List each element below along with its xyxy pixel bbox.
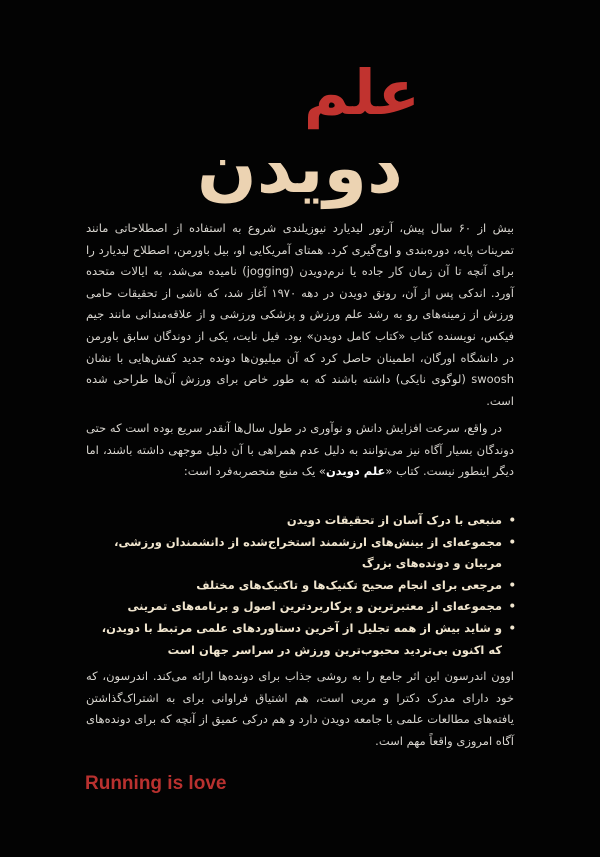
tagline: Running is love xyxy=(85,773,227,794)
list-item: • و شاید بیش از همه تجلیل از آخرین دستاوردهای علمی مرتبط با دویدن، که اکنون بی‌تردید محبوب‌ترین ورزش در سراسر جهان است xyxy=(86,618,518,661)
second-paragraph-text-end: » یک منبع منحصربه‌فرد است: xyxy=(183,464,326,479)
title-word-science: علم xyxy=(303,56,420,129)
second-paragraph-text-start: در واقع، سرعت افزایش دانش و نوآوری در طول سال‌ها آنقدر سریع بوده است که حتی دوندگان بسیار آگاه نیز می‌توانند به دلیل عدم همراهی با آن دلیل موجهی داشته باشند، اما دیگر اینطور نیست. کتاب « xyxy=(86,421,514,479)
list-item: • مرجعی برای انجام صحیح تکنیک‌ها و تاکتیک‌های مختلف xyxy=(86,575,518,597)
list-item: • مجموعه‌ای از معتبرترین و پرکاربردترین اصول و برنامه‌های تمرینی xyxy=(86,596,518,618)
intro-paragraph: بیش از ۶۰ سال پیش، آرتور لیدیارد نیوزیلندی شروع به استفاده از اصطلاحاتی مانند تمرینات پایه، دوره‌بندی و اوج‌گیری کرد. همتای آمریکایی او، بیل باورمن، اصطلاح لیدیارد را برای آنچه تا آن زمان کار جاده یا نرم‌دویدن (jogging) نامیده می‌شد، به ایالات متحده آورد. اندکی پس از آن، رونق دویدن در دهه ۱۹۷۰ آغاز شد، که ناشی از تحقیقات حامی ورزش از زمینه‌های رو به رشد علم ورزش و پزشکی ورزشی و از علاقه‌مندانی مانند جیم فیکس، نویسنده کتاب «کتاب کامل دویدن» بود. فیل نایت، یکی از دوندگان سابق باورمن در دانشگاه اورگان، اطمینان حاصل کرد که آن میلیون‌ها دونده جدید کفش‌هایی با نشان swoosh (لوگوی نایکی) داشته باشند که به طور خاص برای ورزش آن‌ها طراحی شده است. xyxy=(86,221,515,408)
book-title-inline: علم دویدن xyxy=(325,464,386,479)
list-item: • منبعی با درک آسان از تحقیقات دویدن xyxy=(86,510,518,532)
second-paragraph xyxy=(86,418,514,483)
list-item: • مجموعه‌ای از بینش‌های ارزشمند استخراج‌شده از دانشمندان ورزشی، مربیان و دونده‌های بزرگ xyxy=(86,532,518,575)
features-list xyxy=(86,510,518,661)
closing-paragraph: اوون اندرسون این اثر جامع را به روشی جذاب برای دونده‌ها ارائه می‌کند. اندرسون، که خود دارای مدرک دکترا و مربی است، هم اشتیاق فراوانی برای به اشتراک‌گذاشتن یافته‌های مطالعات علمی با جامعه دویدن دارد و هم درکی عمیق از آنچه که برای دونده‌های آگاه امروزی واقعاً مهم است. xyxy=(86,669,514,748)
title-word-running: دویدن xyxy=(197,127,403,209)
book-title xyxy=(0,40,600,209)
